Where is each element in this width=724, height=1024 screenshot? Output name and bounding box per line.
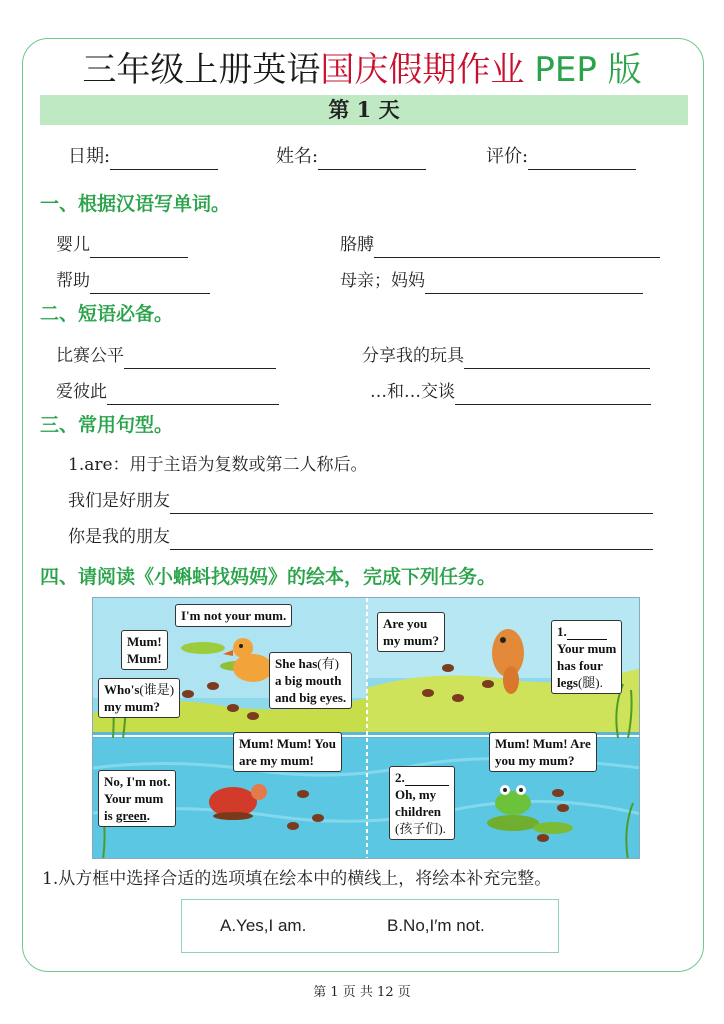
title-part-1: 三年级上册英语 bbox=[82, 50, 321, 90]
phrase-prompt: 比赛公平 bbox=[56, 346, 124, 366]
answer-blank[interactable] bbox=[90, 238, 188, 258]
blank-number: 2. bbox=[395, 770, 405, 785]
bubble-no-im-not bbox=[98, 770, 176, 827]
bubble-underlined-word: green bbox=[115, 808, 147, 823]
sentence-prompt: 你是我的朋友 bbox=[68, 527, 170, 547]
word-item[interactable] bbox=[340, 232, 660, 258]
bubble-text: Your mum bbox=[104, 791, 164, 806]
answer-blank[interactable] bbox=[374, 238, 660, 258]
bubble-text: Are you bbox=[383, 616, 428, 631]
sentence-item[interactable] bbox=[68, 488, 653, 514]
bubble-text: Mum! Mum! You bbox=[239, 736, 337, 751]
title-part-3: PEP 版 bbox=[534, 50, 642, 90]
bubble-not-your-mum bbox=[175, 604, 292, 627]
bubble-text: a big mouth bbox=[275, 673, 342, 688]
bubble-text: children bbox=[395, 804, 441, 819]
phrase-prompt: 分享我的玩具 bbox=[362, 346, 464, 366]
options-box bbox=[181, 899, 559, 953]
bubble-text: Mum! bbox=[127, 634, 162, 649]
date-field[interactable] bbox=[68, 144, 218, 170]
answer-blank[interactable] bbox=[170, 530, 653, 550]
grade-blank[interactable] bbox=[528, 150, 636, 170]
grade-field[interactable] bbox=[486, 144, 636, 170]
bubble-text: She has bbox=[275, 656, 318, 671]
blank-number: 1. bbox=[557, 624, 567, 639]
word-item[interactable] bbox=[56, 232, 188, 258]
bubble-text: I'm not your mum. bbox=[181, 608, 287, 623]
bubble-gloss: (孩子们). bbox=[395, 821, 446, 836]
bubble-are-you-my-mum bbox=[489, 732, 597, 772]
answer-blank[interactable] bbox=[425, 274, 643, 294]
bubble-text: and big eyes. bbox=[275, 690, 347, 705]
name-field[interactable] bbox=[276, 144, 426, 170]
option-b[interactable]: B.No,I′m not. bbox=[387, 916, 485, 935]
bubble-she-has bbox=[269, 652, 352, 709]
section-1-heading: 一、根据汉语写单词。 bbox=[40, 193, 231, 215]
phrase-item[interactable] bbox=[370, 379, 651, 405]
bubble-text: No, I'm not. bbox=[104, 774, 171, 789]
section-2-heading: 二、短语必备。 bbox=[40, 303, 174, 325]
word-prompt: 胳膊 bbox=[340, 235, 374, 255]
phrase-item[interactable] bbox=[56, 343, 276, 369]
grammar-note: 1.are：用于主语为复数或第二人称后。 bbox=[68, 455, 368, 475]
word-item[interactable] bbox=[56, 268, 210, 294]
bubble-text: is bbox=[104, 808, 113, 823]
section-3-heading: 三、常用句型。 bbox=[40, 414, 174, 436]
bubble-text: Your mum bbox=[557, 641, 617, 656]
bubble-text: Mum! Mum! Are bbox=[495, 736, 591, 751]
name-label: 姓名: bbox=[276, 146, 319, 167]
phrase-item[interactable] bbox=[362, 343, 650, 369]
picture-blank-2[interactable] bbox=[405, 772, 449, 786]
phrase-prompt: …和…交谈 bbox=[370, 382, 455, 402]
word-prompt: 帮助 bbox=[56, 271, 90, 291]
answer-blank[interactable] bbox=[455, 385, 651, 405]
bubble-text: my mum? bbox=[104, 699, 160, 714]
bubble-you-are-my-mum bbox=[233, 732, 342, 772]
bubble-text: Mum! bbox=[127, 651, 162, 666]
page-footer: 第 1 页 共 12 页 bbox=[313, 985, 411, 1000]
bubble-text: Who's bbox=[104, 682, 140, 697]
bubble-whos-my-mum bbox=[98, 678, 180, 718]
grade-label: 评价: bbox=[486, 146, 529, 167]
bubble-text: are my mum! bbox=[239, 753, 314, 768]
section-4-heading: 四、请阅读《小蝌蚪找妈妈》的绘本，完成下列任务。 bbox=[40, 566, 497, 588]
phrase-item[interactable] bbox=[56, 379, 279, 405]
word-prompt: 婴儿 bbox=[56, 235, 90, 255]
bubble-four-legs bbox=[551, 620, 622, 694]
bubble-text: has four bbox=[557, 658, 603, 673]
bubble-text: Oh, my bbox=[395, 787, 437, 802]
answer-blank[interactable] bbox=[124, 349, 276, 369]
answer-blank[interactable] bbox=[464, 349, 650, 369]
phrase-prompt: 爱彼此 bbox=[56, 382, 107, 402]
page-title bbox=[0, 48, 724, 92]
bubble-gloss: (有) bbox=[317, 656, 339, 671]
question-1: 1.从方框中选择合适的选项填在绘本中的横线上，将绘本补充完整。 bbox=[42, 869, 552, 889]
word-prompt: 母亲；妈妈 bbox=[340, 271, 425, 291]
picture-book-illustration bbox=[92, 597, 640, 859]
bubble-gloss: (腿). bbox=[577, 675, 603, 690]
bubble-are-you bbox=[377, 612, 445, 652]
option-a[interactable]: A.Yes,I am. bbox=[220, 916, 307, 935]
date-label: 日期: bbox=[68, 146, 111, 167]
sentence-prompt: 我们是好朋友 bbox=[68, 491, 170, 511]
title-part-2: 国庆假期作业 bbox=[320, 50, 525, 90]
name-blank[interactable] bbox=[318, 150, 426, 170]
bubble-text: legs bbox=[557, 675, 578, 690]
answer-blank[interactable] bbox=[170, 494, 653, 514]
bubble-oh-children bbox=[389, 766, 455, 840]
answer-blank[interactable] bbox=[90, 274, 210, 294]
answer-blank[interactable] bbox=[107, 385, 279, 405]
word-item[interactable] bbox=[340, 268, 643, 294]
picture-blank-1[interactable] bbox=[567, 626, 607, 640]
bubble-text: . bbox=[146, 808, 150, 823]
bubble-text: you my mum? bbox=[495, 753, 575, 768]
bubble-mum-mum bbox=[121, 630, 168, 670]
bubble-text: my mum? bbox=[383, 633, 439, 648]
sentence-item[interactable] bbox=[68, 524, 653, 550]
day-banner: 第 1 天 bbox=[40, 95, 688, 125]
date-blank[interactable] bbox=[110, 150, 218, 170]
bubble-gloss: (谁是) bbox=[139, 682, 175, 697]
